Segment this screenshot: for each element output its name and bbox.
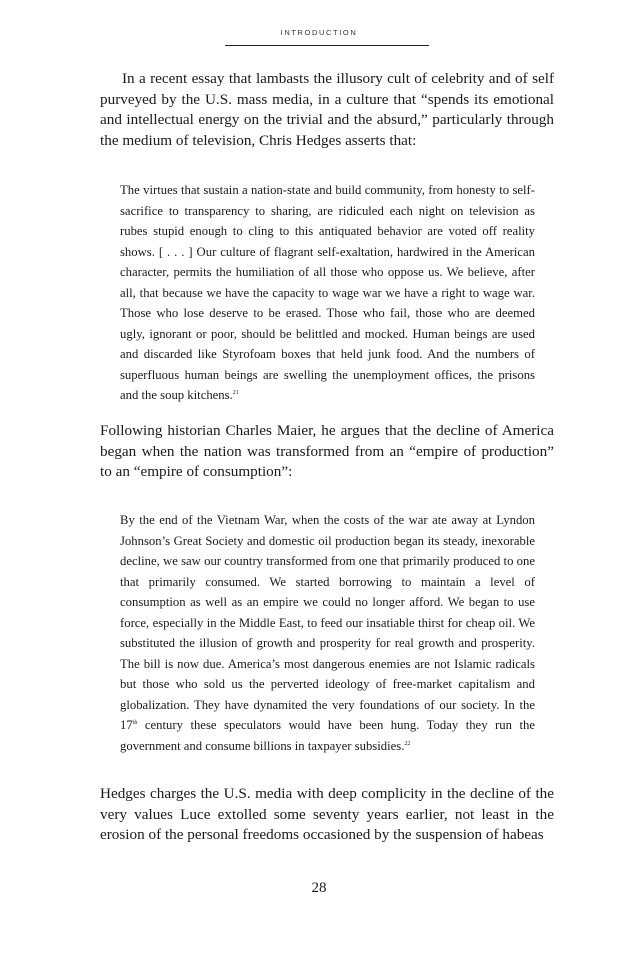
footnote-ref-21: 21 <box>232 390 239 396</box>
block-quote-text-part1: By the end of the Vietnam War, when the costs of the war ate away at Lyndon Johnson’s Great Society and domestic oil production began its steady, inexorable decline, we saw our country transformed from one that primarily produced to one that primarily consumed. We started borrowing to maintain a level of consumption as well as an empire we could no longer afford. We began to use force, especially in the Middle East, to feed our insatiable thirst for cheap oil. We substituted the illusion of growth and prosperity for real growth and prosperity. The bill is now due. America’s most dangerous enemies are not Islamic radicals but those who sold us the perverted ideology of free-market capitalism and globalization. They have dynamited the very foundations of our society. In the 17 <box>120 513 535 732</box>
body-paragraph-intro: In a recent essay that lambasts the illusory cult of celebrity and of self purveyed by the U.S. mass media, in a culture that “spends its emotional and intellectual energy on the trivial and the absurd,” particularly through the medium of television, Chris Hedges asserts that: <box>100 70 554 149</box>
block-quote-text: The virtues that sustain a nation-state and build community, from honesty to self-sacrifice to transparency to sharing, are ridiculed each night on television as rubes stupid enough to cling to this antiquated behavior are voted off reality shows. [ . . . ] Our culture of flagrant self-exaltation, hardwired in the American character, permits the humiliation of all those who oppose us. We believe, after all, that because we have the capacity to wage war we have a right to wage war. Those who lose deserve to be erased. Those who fail, those who are deemed ugly, ignorant or poor, should be belittled and mocked. Human beings are used and discarded like Styrofoam boxes that held junk food. And the numbers of superfluous human beings are swelling the unemployment offices, the prisons and the soup kitchens. <box>120 183 535 402</box>
block-quote-hedges-virtues <box>120 180 535 406</box>
superscript-th: th <box>132 720 138 726</box>
footnote-ref-22: 22 <box>404 740 411 747</box>
block-quote-text-part2: century these speculators would have been hung. Today they run the government and consume billions in taxpayer subsidies. <box>120 718 535 753</box>
running-header: INTRODUCTION <box>280 28 358 37</box>
body-paragraph-maier: Following historian Charles Maier, he argues that the decline of America began when the nation was transformed from an “empire of production” to an “empire of consumption”: <box>100 422 554 480</box>
body-paragraph-media: Hedges charges the U.S. media with deep complicity in the decline of the very values Luce extolled some seventy years earlier, not least in the erosion of the personal freedoms occasioned by the suspension of habeas <box>100 785 554 843</box>
page-number: 28 <box>311 880 327 896</box>
block-quote-hedges-empire <box>120 510 535 756</box>
header-rule <box>225 45 429 46</box>
